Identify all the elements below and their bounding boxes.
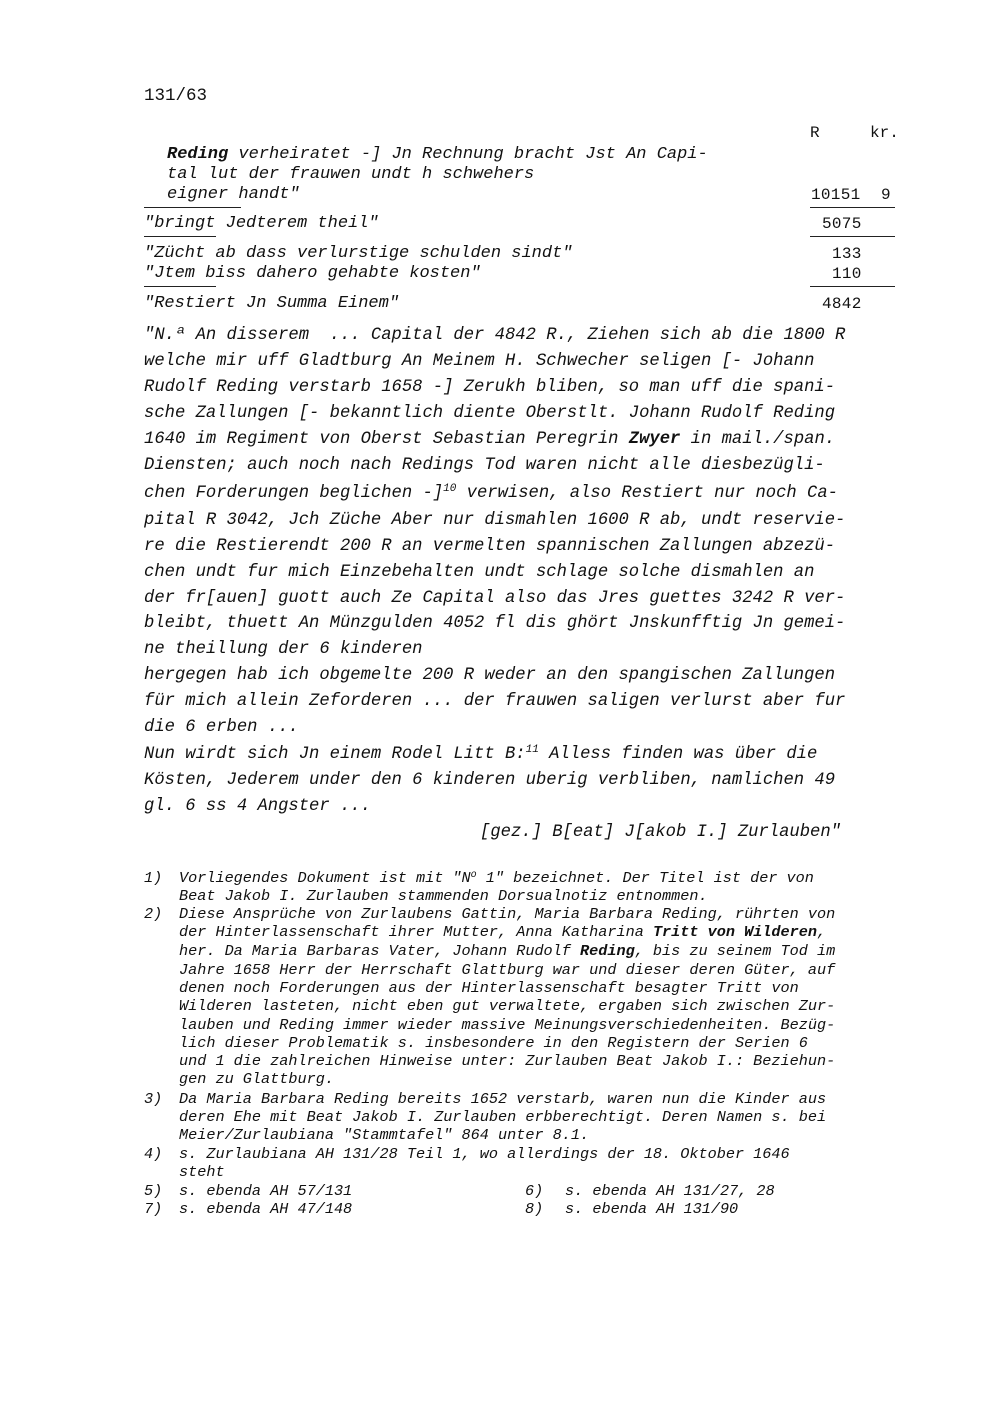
rule-line	[810, 286, 895, 287]
footnote-line: s. Zurlaubiana AH 131/28 Teil 1, wo allerdings der 18. Oktober 1646	[179, 1145, 790, 1163]
body-line	[144, 640, 422, 659]
footnote-number: 7)	[144, 1200, 163, 1218]
table-row-text: "bringt Jedterem theil"	[144, 214, 379, 233]
body-text-segment: 1640 im Regiment von Oberst Sebastian Peregrin	[144, 430, 629, 449]
body-line	[144, 797, 371, 816]
footnote-line: Da Maria Barbara Reding bereits 1652 verstarb, waren nun die Kinder aus	[179, 1090, 827, 1108]
row-text-segment: verheiratet -] Jn Rechnung bracht Jst An Capi-	[228, 145, 708, 164]
body-text-segment: welche mir uff Gladtburg An Meinem H. Schwecher seligen [- Johann	[144, 352, 815, 371]
rule-line	[144, 286, 216, 287]
footnote-line	[179, 923, 826, 941]
footnote-text-segment: der Hinterlassenschaft ihrer Mutter, Anna Katharina	[179, 923, 653, 941]
footnote-number: 3)	[144, 1090, 163, 1108]
body-line	[144, 511, 845, 530]
footnote-line: s. ebenda AH 131/27, 28	[565, 1182, 775, 1200]
body-text-segment: für mich allein Zeforderen ... der frauwen saligen verlurst aber fur	[144, 692, 846, 711]
body-line	[144, 430, 835, 449]
body-line	[144, 326, 845, 345]
footnote-line: gen zu Glattburg.	[179, 1070, 334, 1088]
body-line	[144, 718, 299, 737]
footnote-line: denen noch Forderungen aus der Hinterlassenschaft besagter Tritt von	[179, 979, 799, 997]
footnote-line: s. ebenda AH 57/131	[179, 1182, 353, 1200]
bold-name: Reding	[580, 942, 635, 960]
body-line	[144, 745, 817, 764]
body-text-segment: "N.ª An disserem ... Capital der 4842 R., Ziehen sich ab die 1800 R	[144, 326, 846, 345]
body-text-segment: Nun wirdt sich Jn einem Rodel Litt B:	[144, 745, 526, 764]
footnote-text-segment: her. Da Maria Barbaras Vater, Johann Rudolf	[179, 942, 581, 960]
body-line	[144, 614, 845, 633]
signature: [gez.] B[eat] J[akob I.] Zurlauben"	[480, 823, 841, 842]
body-line	[144, 666, 835, 685]
table-value-kr: 9	[881, 186, 891, 204]
table-value-r: 133	[832, 245, 862, 263]
footnote-text-tail: 1" bezeichnet. Der Titel ist der von	[476, 869, 814, 887]
body-line	[144, 589, 845, 608]
body-text-segment: pital R 3042, Jch Züche Aber nur dismahlen 1600 R ab, undt reservie-	[144, 511, 846, 530]
body-text-segment: hergegen hab ich obgemelte 200 R weder an den spangischen Zallungen	[144, 666, 836, 685]
column-header-r: R	[810, 124, 820, 142]
body-text-segment: chen Forderungen beglichen -]	[144, 484, 444, 503]
footnote-line: steht	[179, 1163, 225, 1181]
body-line	[144, 563, 814, 582]
footnote-line: lich dieser Problematik s. insbesondere in den Registern der Serien 6	[179, 1034, 808, 1052]
footnote-line: s. ebenda AH 47/148	[179, 1200, 353, 1218]
body-text-segment: re die Restierendt 200 R an vermelten spannischen Zallungen abzezü-	[144, 537, 836, 556]
footnote-line: s. ebenda AH 131/90	[565, 1200, 739, 1218]
superscript-o: o	[470, 870, 477, 881]
body-text-segment: sche Zallungen [- bekanntlich diente Oberstlt. Johann Rudolf Reding	[144, 404, 836, 423]
body-line	[144, 771, 835, 790]
table-row-text: "Jtem biss dahero gehabte kosten"	[144, 264, 481, 283]
table-row-text: "Zücht ab dass verlurstige schulden sindt"	[144, 244, 573, 263]
body-text-segment: verwisen, also Restiert nur noch Ca-	[456, 484, 838, 503]
footnote-line: Beat Jakob I. Zurlauben stammenden Dorsualnotiz entnommen.	[179, 887, 708, 905]
table-row-text: tal lut der frauwen undt h schwehers	[167, 165, 535, 184]
footnote-ref: 10	[443, 483, 457, 495]
rule-line	[144, 207, 241, 208]
bold-name: Zwyer	[628, 430, 681, 449]
footnote-line: deren Ehe mit Beat Jakob I. Zurlauben erbberechtigt. Deren Namen s. bei	[179, 1108, 827, 1126]
table-value-r: 10151	[811, 186, 861, 204]
rule-line	[810, 207, 895, 208]
footnote-text-segment: ,	[817, 923, 827, 941]
table-row-text: eigner handt"	[167, 185, 300, 204]
body-text-segment: der fr[auen] guott auch Ze Capital also das Jres guettes 3242 R ver-	[144, 589, 846, 608]
body-line	[144, 404, 835, 423]
footnote-number: 8)	[525, 1200, 544, 1218]
body-text-segment: chen undt fur mich Einzebehalten undt schlage solche dismahlen an	[144, 563, 815, 582]
footnote-line	[179, 942, 835, 960]
rule-line	[810, 236, 895, 237]
page-reference: 131/63	[144, 86, 208, 106]
footnote-number: 4)	[144, 1145, 163, 1163]
footnote-line: Wilderen lasteten, nicht eben gut verwaltete, ergaben sich zwischen Zur-	[179, 997, 836, 1015]
bold-name: Tritt von Wilderen	[652, 923, 817, 941]
footnote-number: 2)	[144, 905, 163, 923]
footnote-number: 1)	[144, 869, 163, 887]
table-value-r: 5075	[822, 215, 862, 233]
body-text-segment: bleibt, thuett An Münzgulden 4052 fl dis ghört Jnskunfftig Jn gemei-	[144, 614, 846, 633]
bold-name: Reding	[167, 145, 229, 164]
footnote-ref: 11	[525, 744, 539, 756]
footnote-line: Meier/Zurlaubiana "Stammtafel" 864 unter 8.1.	[179, 1126, 590, 1144]
footnote-line: Diese Ansprüche von Zurlaubens Gattin, Maria Barbara Reding, rührten von	[179, 905, 836, 923]
body-line	[144, 378, 835, 397]
footnote-line	[179, 869, 814, 887]
footnote-line: Jahre 1658 Herr der Herrschaft Glattburg war und dieser deren Güter, auf	[179, 961, 836, 979]
body-text-segment: ne theillung der 6 kinderen	[144, 640, 423, 659]
body-text-segment: Kösten, Jederem under den 6 kinderen uberig verbliben, namlichen 49	[144, 771, 836, 790]
table-row-text: "Restiert Jn Summa Einem"	[144, 294, 400, 313]
body-text-segment: in mail./span.	[680, 430, 836, 449]
footnote-line: lauben und Reding immer wieder massive Meinungsverschiedenheiten. Bezüg-	[179, 1016, 836, 1034]
body-line	[144, 484, 838, 503]
table-value-r: 4842	[822, 295, 862, 313]
body-text-segment: Rudolf Reding verstarb 1658 -] Zerukh bliben, so man uff die spani-	[144, 378, 836, 397]
body-text-segment: gl. 6 ss 4 Angster ...	[144, 797, 371, 816]
body-line	[144, 692, 845, 711]
body-line	[144, 352, 814, 371]
body-text-segment: Alless finden was über die	[538, 745, 818, 764]
body-line	[144, 456, 825, 475]
footnote-text-segment: , bis zu seinem Tod im	[634, 942, 836, 960]
column-header-kr: kr.	[870, 124, 899, 142]
body-text-segment: Diensten; auch noch nach Redings Tod waren nicht alle diesbezügli-	[144, 456, 825, 475]
body-text-segment: die 6 erben ...	[144, 718, 299, 737]
table-row-text	[167, 145, 708, 164]
rule-line	[144, 236, 216, 237]
footnote-text-segment: Vorliegendes Dokument ist mit "N	[179, 869, 471, 887]
footnote-number: 6)	[525, 1182, 544, 1200]
body-line	[144, 537, 835, 556]
table-value-r: 110	[832, 265, 862, 283]
footnote-number: 5)	[144, 1182, 163, 1200]
footnote-line: und 1 die zahlreichen Hinweise unter: Zurlauben Beat Jakob I.: Beziehun-	[179, 1052, 836, 1070]
